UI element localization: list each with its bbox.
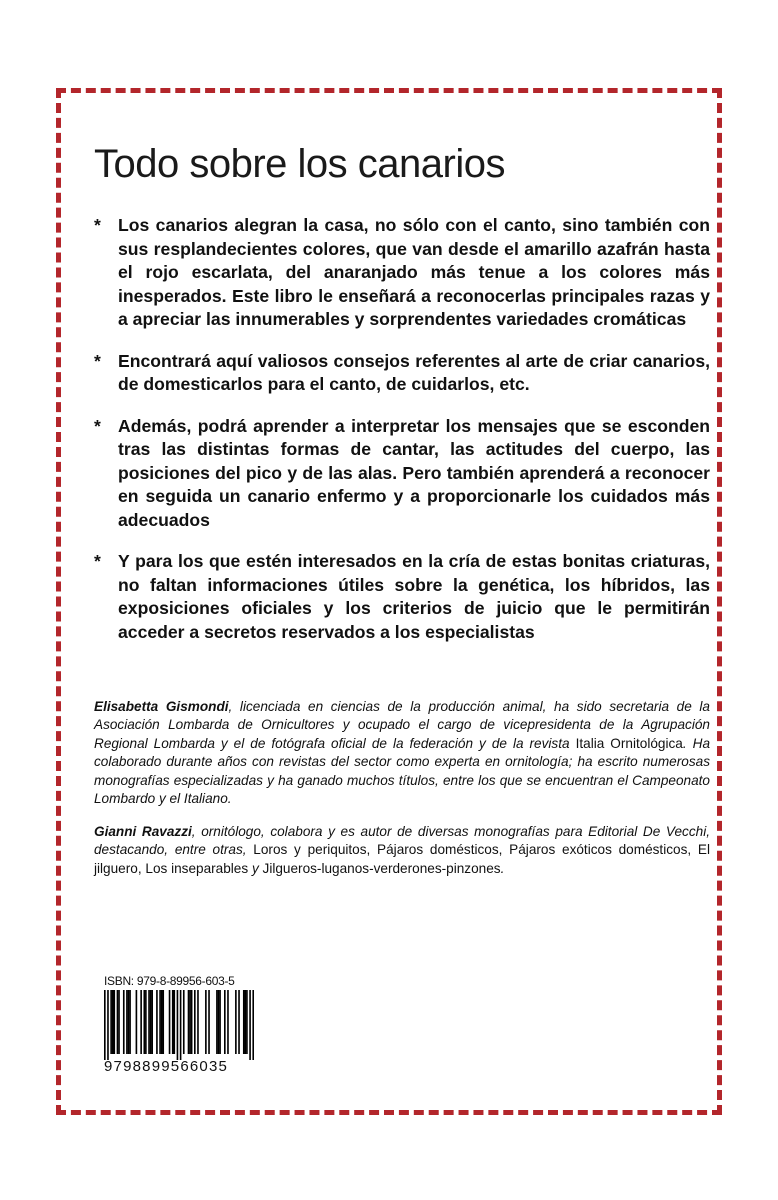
barcode-number: 9798899566035 [104, 1058, 229, 1075]
barcode-bar [180, 990, 182, 1060]
bio-text: y [248, 860, 263, 876]
asterisk-icon: * [94, 551, 101, 571]
barcode-block [104, 974, 264, 1075]
barcode-bar [208, 990, 210, 1054]
barcode-bar [151, 990, 153, 1054]
feature-bullet [94, 350, 710, 397]
barcode-bar [128, 990, 130, 1054]
bio-text: . [500, 860, 505, 876]
book-title: Todo sobre los canarios [94, 142, 505, 186]
bullet-text: Encontrará aquí valiosos consejos referentes al arte de criar canarios, de domesticarlos para el canto, de cuidarlos, etc. [118, 350, 710, 394]
barcode-bar [123, 990, 125, 1054]
barcode-bar [189, 990, 191, 1054]
bio-text: . Ha colaborado durante años con revistas del sector como experta en ornitología; ha escrito numerosas monografías especializadas y ha ganado muchos títulos, entre los que se encuentran el Campeonato Lombardo y el Italiano. [94, 735, 711, 807]
feature-bullet [94, 214, 710, 332]
author-bio-gismondi [94, 698, 710, 809]
barcode-bar [245, 990, 247, 1054]
barcode-bar [243, 990, 245, 1054]
barcode-bar [173, 990, 175, 1054]
barcode-bar [145, 990, 147, 1054]
barcode-bar [161, 990, 163, 1054]
barcode-bar [205, 990, 207, 1054]
barcode-bar [197, 990, 199, 1054]
barcode-bar [252, 990, 254, 1060]
barcode-bar [117, 990, 119, 1054]
feature-bullet [94, 415, 710, 533]
author-name: Elisabetta Gismondi [94, 698, 229, 714]
barcode-bar [136, 990, 138, 1054]
barcode-bar [159, 990, 161, 1054]
barcode-bar [194, 990, 196, 1054]
barcode-bar [169, 990, 171, 1054]
isbn-label: ISBN: 979-8-89956-603-5 [104, 974, 235, 988]
barcode [104, 990, 254, 1060]
barcode-bar [150, 990, 152, 1054]
barcode-bar [249, 990, 251, 1060]
barcode-bar [224, 990, 226, 1054]
feature-list [94, 214, 710, 662]
barcode-bar [126, 990, 128, 1054]
barcode-bar [216, 990, 218, 1054]
bullet-text: Y para los que estén interesados en la cría de estas bonitas criaturas, no faltan informaciones útiles sobre la genética, los híbridos, las exposiciones oficiales y los criterios de juicio que le permitirán acceder a secretos reservados a los especialistas [118, 551, 710, 642]
book-title-last: Jilgueros-luganos-verderones-pinzones [262, 860, 501, 876]
barcode-bar [172, 990, 174, 1054]
barcode-bar [191, 990, 193, 1054]
barcode-bar [218, 990, 220, 1054]
barcode-bar [162, 990, 164, 1054]
barcode-bar [140, 990, 142, 1054]
asterisk-icon: * [94, 415, 101, 436]
author-name: Gianni Ravazzi [94, 823, 192, 839]
barcode-bar [129, 990, 131, 1054]
bullet-text: Además, podrá aprender a interpretar los mensajes que se esconden tras las distintas formas de cantar, las actitudes del cuerpo, las posiciones del pico y de las alas. Pero también aprenderá a reconocer en seguida un canario enfermo y a proporcionarle los cuidados más adecuados [118, 415, 710, 530]
barcode-bar [118, 990, 120, 1054]
barcode-bar [110, 990, 112, 1054]
barcode-bar [143, 990, 145, 1054]
barcode-bar [177, 990, 179, 1060]
barcode-bar [235, 990, 237, 1054]
book-titles: Loros y periquitos, Pájaros domésticos, Pájaros exóticos domésticos, El jilguero, Los inseparables [94, 842, 710, 876]
barcode-bar [183, 990, 185, 1054]
barcode-bar [227, 990, 229, 1054]
barcode-bar [238, 990, 240, 1054]
barcode-bar [104, 990, 106, 1060]
barcode-bar [112, 990, 114, 1054]
barcode-bar [113, 990, 115, 1054]
bullet-text: Los canarios alegran la casa, no sólo con el canto, sino también con sus resplandecientes colores, que van desde el amarillo azafrán hasta el rojo escarlata, del anaranjado más tenue a los colores más inesperados. Este libro le enseñará a reconocerlas principales razas y a apreciar las innumerables y sorprendentes variedades cromáticas [118, 215, 710, 329]
bio-text: , licenciada en ciencias de la producción animal, ha sido secretaria de la Asociación Lombarda de Ornicultores y ocupado el cargo de vicepresidenta de la Agrupación Regional Lombarda y el de fotógrafa oficial de la federación y de la revista [94, 698, 710, 751]
barcode-bar [148, 990, 150, 1054]
bio-text: , ornitólogo, colabora y es autor de diversas monografías para Editorial De Vecchi, destacando, entre otras, [94, 823, 710, 858]
asterisk-icon: * [94, 215, 101, 235]
asterisk-icon: * [94, 350, 101, 371]
feature-bullet [94, 550, 710, 644]
barcode-bar [107, 990, 109, 1060]
author-bio-ravazzi [94, 823, 710, 879]
barcode-bar [188, 990, 190, 1054]
barcode-bar [156, 990, 158, 1054]
magazine-name: Italia Ornitológica [575, 735, 683, 751]
barcode-bar [219, 990, 221, 1054]
barcode-bar [246, 990, 248, 1054]
